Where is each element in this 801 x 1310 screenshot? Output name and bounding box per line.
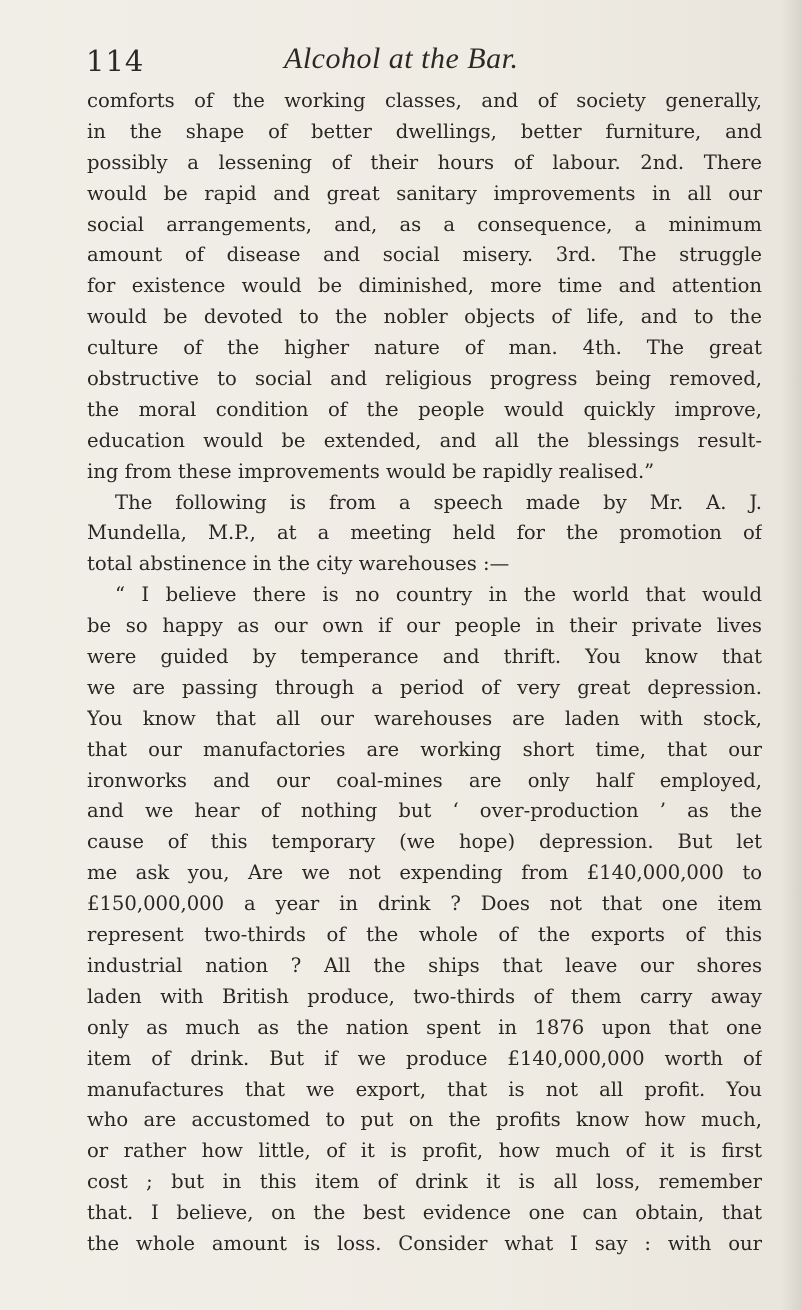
text-line: we are passing through a period of very great depression. (87, 675, 762, 699)
text-line: laden with British produce, two-thirds of them carry away (87, 984, 762, 1008)
text-line: manufactures that we export, that is not all profit. You (87, 1077, 762, 1101)
text-line: for existence would be diminished, more time and attention (87, 274, 762, 298)
text-line: be so happy as our own if our people in their private lives (87, 614, 762, 638)
text-line: obstructive to social and religious progress being removed, (87, 367, 762, 391)
text-line: that our manufactories are working short time, that our (87, 737, 762, 761)
text-line: education would be extended, and all the blessings result- (87, 428, 762, 452)
text-line: Mundella, M.P., at a meeting held for the promotion of (87, 521, 762, 545)
text-line: the whole amount is loss. Consider what I say : with our (87, 1231, 762, 1255)
text-line: who are accustomed to put on the profits know how much, (87, 1108, 762, 1132)
text-line: possibly a lessening of their hours of labour. 2nd. There (87, 150, 762, 174)
text-line: that. I believe, on the best evidence one can obtain, that (87, 1201, 762, 1225)
text-line: cost ; but in this item of drink it is all loss, remember (87, 1170, 762, 1194)
page-number: 114 (86, 44, 145, 78)
text-line: ing from these improvements would be rapidly realised.” (87, 459, 655, 483)
text-line: ironworks and our coal-mines are only half employed, (87, 768, 762, 792)
text-line: and we hear of nothing but ‘ over-production ’ as the (87, 799, 762, 823)
text-line: “ I believe there is no country in the world that would (115, 583, 762, 607)
text-line: represent two-thirds of the whole of the exports of this (87, 923, 762, 947)
text-line: The following is from a speech made by Mr. A. J. (115, 490, 762, 514)
text-line: or rather how little, of it is profit, how much of it is first (87, 1139, 762, 1163)
text-line: culture of the higher nature of man. 4th. The great (87, 336, 762, 360)
text-line: You know that all our warehouses are laden with stock, (87, 706, 762, 730)
running-title: Alcohol at the Bar. (284, 42, 519, 75)
text-line: comforts of the working classes, and of society generally, (87, 89, 762, 112)
text-line: would be rapid and great sanitary improvements in all our (87, 181, 762, 205)
text-line: were guided by temperance and thrift. You know that (87, 645, 762, 669)
text-line: social arrangements, and, as a consequence, a minimum (87, 212, 762, 236)
body-text (87, 86, 762, 1260)
text-line: me ask you, Are we not expending from £140,000,000 to (87, 861, 762, 885)
text-line: amount of disease and social misery. 3rd. The struggle (87, 243, 762, 267)
page-edge-shadow (781, 0, 801, 1310)
text-line: total abstinence in the city warehouses :— (87, 552, 510, 576)
text-line: in the shape of better dwellings, better furniture, and (87, 119, 762, 143)
text-line: industrial nation ? All the ships that leave our shores (87, 953, 762, 977)
text-line: £150,000,000 a year in drink ? Does not that one item (87, 892, 762, 916)
text-line: the moral condition of the people would quickly improve, (87, 397, 762, 421)
text-line: would be devoted to the nobler objects of life, and to the (87, 305, 762, 329)
text-line: cause of this temporary (we hope) depression. But let (87, 830, 762, 854)
text-line: item of drink. But if we produce £140,000,000 worth of (87, 1046, 762, 1070)
text-line: only as much as the nation spent in 1876 upon that one (87, 1015, 762, 1039)
